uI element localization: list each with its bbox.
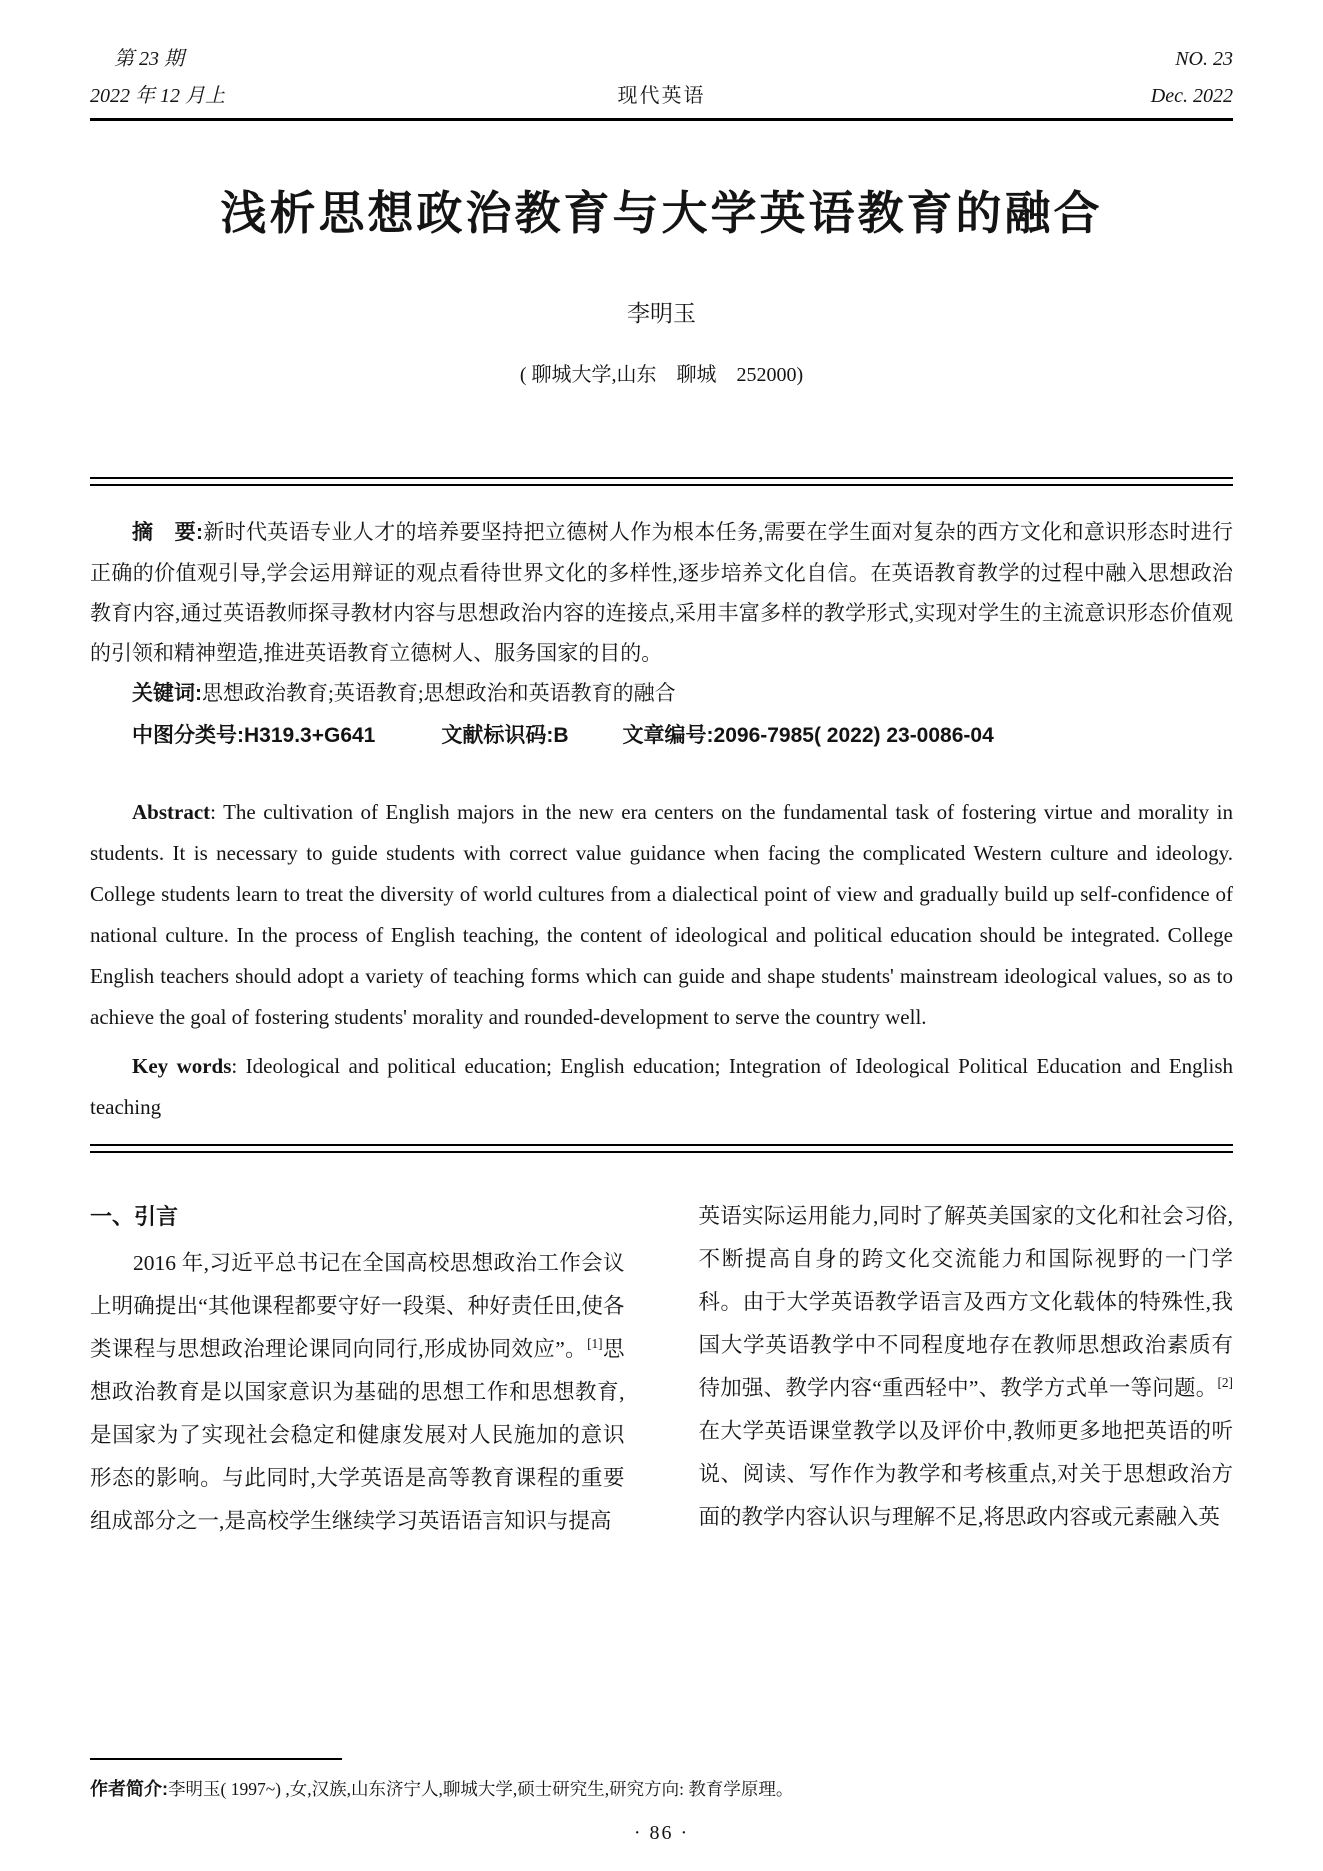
page-number: · 86 · — [633, 1822, 690, 1844]
footnote-rule — [90, 1758, 342, 1760]
author-bio — [90, 1776, 1233, 1802]
abstract-cn-label: 摘 要: — [132, 521, 204, 544]
abstract-en-text: : The cultivation of English majors in the new era centers on the fundamental task of fostering virtue and morality in students. It is necessary to guide students with correct value guidance when facing the complicated Western culture and ideology. College students learn to treat the diversity of world cultures from a dialectical point of view and gradually build up self-confidence of national culture. In the process of English teaching, the content of ideological and political education should be integrated. College English teachers should adopt a variety of teaching forms which can guide and shape students' mainstream ideological values, so as to achieve the goal of fostering students' morality and rounded-development to serve the country well. — [90, 800, 1233, 1029]
keywords-en-label: Key words — [132, 1054, 232, 1078]
page-header — [90, 42, 1233, 121]
article-id-label: 文章编号: — [622, 724, 714, 747]
header-row-1 — [90, 42, 1233, 71]
affiliation: ( 聊城大学,山东 聊城 252000) — [519, 364, 804, 386]
section-heading-intro: 一、引言 — [90, 1204, 179, 1229]
doc-code-value: B — [553, 724, 569, 747]
abstract-cn-text: 新时代英语专业人才的培养要坚持把立德树人作为根本任务,需要在学生面对复杂的西方文化和意识形态时进行正确的价值观引导,学会运用辩证的观点看待世界文化的多样性,逐步培养文化自信。在英语教育教学的过程中融入思想政治教育内容,通过英语教师探寻教材内容与思想政治内容的连接点,采用丰富多样的教学形式,实现对学生的主流意识形态价值观的引领和精神塑造,推进英语教育立德树人、服务国家的目的。 — [90, 520, 1234, 665]
meta-row — [90, 716, 1233, 756]
clc-value: H319.3+G641 — [244, 724, 376, 747]
keywords-en — [90, 1046, 1233, 1128]
page-footer — [90, 1758, 1233, 1845]
clc-label: 中图分类号: — [132, 724, 244, 747]
abstract-cn — [90, 512, 1233, 673]
author-bio-label: 作者简介: — [90, 1779, 168, 1799]
header-journal-title: 现代英语 — [617, 85, 706, 107]
keywords-cn-label: 关键词: — [132, 682, 202, 705]
separator-rule-bottom — [90, 1144, 1233, 1153]
intro-paragraph-right: 英语实际运用能力,同时了解英美国家的文化和社会习俗,不断提高自身的跨文化交流能力和国际视野的一门学科。由于大学英语教学语言及西方文化载体的特殊性,我国大学英语教学中不同程度地存在教师思想政治素质有待加强、教学内容“重西轻中”、教学方式单一等问题。[2]在大学英语课堂教学以及评价中,教师更多地把英语的听说、阅读、写作作为教学和考核重点,对关于思想政治方面的教学内容认识与理解不足,将思政内容或元素融入英 — [698, 1204, 1233, 1529]
abstract-en — [90, 792, 1233, 1038]
right-column — [699, 1195, 1234, 1603]
header-row-2 — [90, 79, 1233, 108]
article-id-value: 2096-7985( 2022) 23-0086-04 — [713, 724, 994, 747]
header-date-en: Dec. 2022 — [1150, 85, 1233, 107]
header-issue-en: NO. 23 — [1175, 48, 1233, 70]
keywords-cn — [90, 673, 1233, 714]
author-bio-text: 李明玉( 1997~) ,女,汉族,山东济宁人,聊城大学,硕士研究生,研究方向: 教育学原理。 — [168, 1779, 794, 1799]
header-date-cn: 2022 年 12 月上 — [90, 85, 225, 107]
left-column — [90, 1195, 625, 1603]
author-name: 李明玉 — [627, 301, 696, 326]
keywords-en-text: : Ideological and political education; English education; Integration of Ideological Political Education and English teaching — [90, 1054, 1233, 1119]
body-columns — [90, 1195, 1233, 1603]
article-title: 浅析思想政治教育与大学英语教育的融合 — [220, 187, 1103, 239]
doc-code-label: 文献标识码: — [441, 724, 554, 747]
abstract-en-label: Abstract — [132, 800, 211, 824]
header-issue-cn: 第 23 期 — [114, 48, 184, 70]
intro-paragraph-left: 2016 年,习近平总书记在全国高校思想政治工作会议上明确提出“其他课程都要守好一段渠、种好责任田,使各类课程与思想政治理论课同向同行,形成协同效应”。[1]思想政治教育是以国家意识为基础的思想工作和思想教育,是国家为了实现社会稳定和健康发展对人民施加的意识形态的影响。与此同时,大学英语是高等教育课程的重要组成部分之一,是高校学生继续学习英语语言知识与提高 — [90, 1251, 625, 1533]
keywords-cn-text: 思想政治教育;英语教育;思想政治和英语教育的融合 — [202, 681, 676, 705]
separator-rule-top — [90, 477, 1233, 486]
